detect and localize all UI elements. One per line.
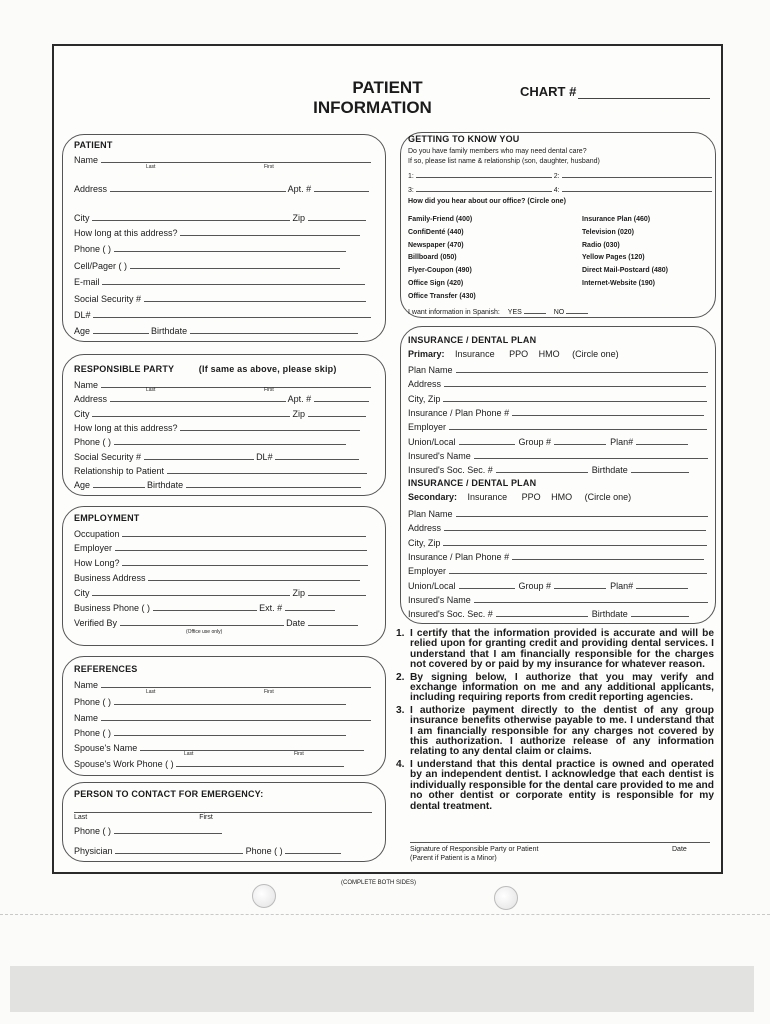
patient-city-row: [74, 211, 366, 224]
resp-howlong-label: How long at this address?: [74, 423, 178, 433]
patient-zip-field[interactable]: [308, 211, 366, 221]
patient-howlong-field[interactable]: [180, 226, 360, 236]
gtky-n1: 1:: [408, 173, 414, 180]
ref-first-caption: First: [264, 689, 274, 695]
gtky-n2: 2:: [553, 173, 560, 180]
statement-1-text: I certify that the information provided is accurate and will be relied upon for granting credit and providing dental services. I understand that I am financially responsible for the charges not covered by or paid by my insurance for whatever reason.: [410, 628, 714, 671]
primary-ins-label-4-1: Insurance / Plan Phone #: [408, 407, 510, 418]
resp-phone-field[interactable]: [114, 435, 346, 445]
primary-ins-label-6-3: Plan#: [610, 436, 634, 447]
complete-both-sides: (COMPLETE BOTH SIDES): [341, 880, 417, 886]
patient-phone-label: Phone ( ): [74, 244, 112, 254]
emp-employer-label: Employer: [74, 543, 113, 553]
office-use-caption: (Office use only): [186, 629, 223, 635]
source-left-option-6[interactable]: Office Sign (420): [408, 280, 464, 287]
ref-phone-field[interactable]: [114, 695, 346, 705]
secondary-ins-field-6-1[interactable]: [459, 579, 515, 589]
secondary-ins-field-4-1[interactable]: [512, 550, 704, 560]
secondary-ppo-option[interactable]: PPO: [521, 492, 541, 502]
emp-bizaddr-row: [74, 571, 360, 584]
gtky-family1-field[interactable]: [416, 170, 552, 178]
gtky-family2-field[interactable]: [562, 170, 712, 178]
resp-zip-label: Zip: [292, 409, 306, 419]
patient-ssn-field[interactable]: [144, 292, 366, 302]
emp-bizaddr-field[interactable]: [148, 571, 360, 581]
patient-age-label: Age: [74, 326, 91, 336]
gtky-family4-field[interactable]: [562, 184, 712, 192]
statement-4: [396, 760, 714, 812]
responsible-heading-text: RESPONSIBLE PARTY: [74, 364, 175, 374]
emp-ext-label: Ext. #: [259, 603, 283, 613]
emp-zip-field[interactable]: [308, 586, 366, 596]
ref-name2-field[interactable]: [101, 711, 371, 721]
resp-city-field[interactable]: [92, 407, 290, 417]
statement-3-number: 3.: [396, 704, 405, 716]
secondary-ins-field-3-1[interactable]: [443, 536, 707, 546]
secondary-ins-field-1-1[interactable]: [456, 507, 708, 517]
references-heading: REFERENCES: [74, 664, 138, 674]
ref-spouse-first-caption: First: [294, 751, 304, 757]
emg-physician-row: [74, 844, 341, 857]
patient-age-row: [74, 324, 358, 337]
resp-city-label: City: [74, 409, 90, 419]
primary-ins-field-6-3[interactable]: [636, 435, 688, 445]
emp-occupation-label: Occupation: [74, 529, 120, 539]
statement-2: [396, 673, 714, 704]
primary-insurance-option[interactable]: Insurance: [455, 349, 495, 359]
ref-phone-label: Phone ( ): [74, 697, 112, 707]
patient-dl-label: DL#: [74, 310, 91, 320]
secondary-ins-field-6-3[interactable]: [636, 579, 688, 589]
secondary-insurance-option[interactable]: Insurance: [467, 492, 508, 502]
signature-note: (Parent if Patient is a Minor): [410, 855, 497, 862]
ref-spousephone-label: Spouse's Work Phone ( ): [74, 759, 174, 769]
resp-phone-row: [74, 435, 346, 448]
patient-city-label: City: [74, 213, 90, 223]
source-right-option-1[interactable]: Insurance Plan (460): [582, 216, 651, 223]
primary-circle-note: (Circle one): [572, 349, 619, 359]
primary-ins-field-8-1[interactable]: [496, 463, 588, 473]
statement-2-number: 2.: [396, 671, 405, 683]
primary-ins-field-6-2[interactable]: [554, 435, 606, 445]
resp-howlong-row: [74, 421, 360, 434]
patient-howlong-row: [74, 226, 360, 239]
primary-ins-label-5-1: Employer: [408, 422, 447, 433]
patient-address-row: [74, 182, 369, 195]
resp-relationship-row: [74, 464, 367, 477]
resp-ssn-label: Social Security #: [74, 452, 142, 462]
secondary-ins-row-6: [408, 579, 688, 592]
emg-physphone-field[interactable]: [285, 844, 341, 854]
gtky-n3: 3:: [408, 187, 414, 194]
gtky-q2: How did you hear about our office? (Circle one): [408, 198, 566, 205]
authorization-statements: [396, 629, 714, 814]
secondary-ins-row-8: [408, 607, 689, 620]
emp-city-label: City: [74, 588, 90, 598]
emp-city-row: [74, 586, 366, 599]
primary-ppo-option[interactable]: PPO: [509, 349, 529, 359]
statement-3: [396, 706, 714, 758]
patient-howlong-label: How long at this address?: [74, 228, 178, 238]
secondary-ins-label-6-1: Union/Local: [408, 580, 456, 591]
gtky-q1-note: If so, please list name & relationship (son, daughter, husband): [408, 158, 600, 165]
source-left-option-2[interactable]: ConfiDenté (440): [408, 228, 464, 236]
primary-ins-label-1-1: Plan Name: [408, 365, 453, 375]
patient-last-caption: Last: [146, 164, 156, 170]
secondary-ins-row-5: [408, 564, 707, 577]
primary-ins-field-8-2[interactable]: [631, 463, 689, 473]
statement-2-text: By signing below, I authorize that you may verify and exchange information on me and any additional applicants, including requiring reports from credit reporting agencies.: [410, 671, 714, 704]
emp-date-field[interactable]: [308, 616, 358, 626]
spanish-no-field[interactable]: [566, 306, 588, 314]
primary-ins-field-3-1[interactable]: [443, 392, 707, 402]
statement-4-text: I understand that this dental practice is owned and operated by an independent dentist. I acknowledge that each dentist is individually responsible for the dental care provided to me and no other dentist or corporate entity is responsible for my dental treatment.: [410, 758, 714, 812]
secondary-ins-field-5-1[interactable]: [449, 564, 707, 574]
secondary-hmo-option[interactable]: HMO: [551, 492, 573, 502]
secondary-ins-field-7-1[interactable]: [474, 593, 708, 603]
primary-ins-label-8-2: Birthdate: [591, 465, 628, 476]
emg-phone-field[interactable]: [114, 824, 222, 834]
patient-heading: PATIENT: [74, 140, 113, 150]
primary-hmo-option[interactable]: HMO: [538, 349, 560, 359]
resp-address-label: Address: [74, 394, 108, 404]
ref-name-label: Name: [74, 680, 99, 690]
primary-ins-label-6-1: Union/Local: [408, 436, 456, 447]
resp-age-field[interactable]: [93, 478, 145, 488]
statement-3-text: I authorize payment directly to the dentist of any group insurance benefits otherwise payable to me. I understand that I am financially responsible for any charges not covered by this authorization. I authorize release of any information relating to any dental claim or claims.: [410, 704, 714, 758]
secondary-ins-label-1-1: Plan Name: [408, 509, 453, 519]
source-left-option-5[interactable]: Flyer-Coupon (490): [408, 267, 472, 275]
ref-name-row: [74, 678, 371, 691]
employment-heading: EMPLOYMENT: [74, 513, 140, 523]
primary-ins-row-2: [408, 377, 706, 390]
resp-relationship-field[interactable]: [167, 464, 367, 474]
resp-ssn-field[interactable]: [144, 450, 254, 460]
secondary-label: Secondary:: [408, 492, 458, 502]
patient-cell-label: Cell/Pager ( ): [74, 261, 128, 271]
chart-number-field[interactable]: [520, 84, 710, 99]
primary-ins-label-3-1: City, Zip: [408, 393, 441, 404]
emp-howlong-row: [74, 556, 368, 569]
ref-name2-row: [74, 711, 371, 724]
emg-physician-field[interactable]: [115, 844, 243, 854]
ref-spousephone-row: [74, 757, 344, 770]
emp-bizaddr-label: Business Address: [74, 573, 146, 583]
emp-ext-field[interactable]: [285, 601, 335, 611]
source-right-option-3[interactable]: Radio (030): [582, 241, 620, 249]
source-right-option-6[interactable]: Internet-Website (190): [582, 280, 655, 287]
emp-occupation-row: [74, 527, 366, 540]
patient-email-label: E-mail: [74, 277, 100, 287]
emp-bizphone-label: Business Phone ( ): [74, 603, 151, 613]
gtky-family-row1: [408, 170, 712, 182]
primary-ins-field-5-1[interactable]: [449, 420, 707, 430]
patient-email-field[interactable]: [102, 275, 365, 285]
primary-ins-label-7-1: Insured's Name: [408, 450, 471, 461]
resp-apt-label: Apt. #: [287, 394, 312, 404]
patient-phone-row: [74, 242, 346, 255]
primary-label: Primary:: [408, 349, 445, 359]
gtky-spanish-row: [408, 306, 588, 318]
primary-ins-field-6-1[interactable]: [459, 435, 515, 445]
patient-ssn-label: Social Security #: [74, 294, 142, 304]
emp-date-label: Date: [286, 618, 306, 628]
resp-phone-label: Phone ( ): [74, 437, 112, 447]
emg-physphone-label: Phone ( ): [245, 846, 283, 856]
resp-name-field[interactable]: [101, 378, 371, 388]
primary-ins-row-7: [408, 449, 708, 462]
ref-phone2-label: Phone ( ): [74, 728, 112, 738]
secondary-ins-field-8-2[interactable]: [631, 607, 689, 617]
patient-apt-label: Apt. #: [287, 184, 312, 194]
secondary-ins-row-7: [408, 593, 708, 606]
gtky-q1: Do you have family members who may need dental care?: [408, 148, 587, 155]
resp-first-caption: First: [264, 387, 274, 393]
insurance-heading-secondary: INSURANCE / DENTAL PLAN: [408, 478, 537, 488]
resp-relationship-label: Relationship to Patient: [74, 466, 165, 476]
resp-last-caption: Last: [146, 387, 156, 393]
patient-name-row: [74, 153, 371, 166]
resp-age-label: Age: [74, 480, 91, 490]
resp-birthdate-label: Birthdate: [147, 480, 184, 490]
resp-dl-field[interactable]: [275, 450, 359, 460]
emp-verified-row: [74, 616, 358, 629]
chart-number-line[interactable]: [578, 86, 710, 99]
title-line2: INFORMATION: [313, 98, 432, 117]
primary-ins-label-8-1: Insured's Soc. Sec. #: [408, 465, 493, 476]
binder-hole-right: [494, 886, 518, 910]
resp-zip-field[interactable]: [308, 407, 366, 417]
patient-phone-field[interactable]: [114, 242, 346, 252]
ref-phone2-field[interactable]: [114, 726, 346, 736]
emp-verified-field[interactable]: [120, 616, 284, 626]
resp-howlong-field[interactable]: [180, 421, 360, 431]
secondary-ins-label-5-1: Employer: [408, 566, 447, 577]
ref-name-field[interactable]: [101, 678, 371, 688]
primary-ins-label-2-1: Address: [408, 379, 442, 390]
statement-4-number: 4.: [396, 758, 405, 770]
emp-employer-row: [74, 541, 367, 554]
ref-spousephone-field[interactable]: [176, 757, 344, 767]
emp-city-field[interactable]: [92, 586, 290, 596]
primary-ins-row-5: [408, 420, 707, 433]
ref-phone2-row: [74, 726, 346, 739]
gtky-n4: 4:: [553, 187, 560, 194]
patient-city-field[interactable]: [92, 211, 290, 221]
emp-howlong-label: How Long?: [74, 558, 120, 568]
spanish-label: I want information in Spanish:: [408, 309, 500, 316]
source-left-option-7[interactable]: Office Transfer (430): [408, 292, 476, 300]
patient-cell-field[interactable]: [130, 259, 340, 269]
statement-1-number: 1.: [396, 628, 405, 639]
emg-physician-label: Physician: [74, 846, 113, 856]
statement-1: [396, 629, 714, 671]
patient-address-field[interactable]: [110, 182, 286, 192]
source-right-option-5[interactable]: Direct Mail-Postcard (480): [582, 267, 668, 275]
primary-ins-row-4: [408, 406, 704, 419]
emp-verified-label: Verified By: [74, 618, 118, 628]
patient-address-label: Address: [74, 184, 108, 194]
emg-phone-label: Phone ( ): [74, 826, 112, 836]
secondary-ins-label-3-1: City, Zip: [408, 537, 441, 548]
resp-dl-label: DL#: [256, 452, 273, 462]
secondary-ins-label-8-2: Birthdate: [591, 609, 628, 620]
patient-birthdate-label: Birthdate: [151, 326, 188, 336]
gtky-family-row2: [408, 184, 712, 196]
source-right-option-4[interactable]: Yellow Pages (120): [582, 254, 645, 262]
ref-last-caption: Last: [146, 689, 156, 695]
patient-name-field[interactable]: [101, 153, 371, 163]
primary-ins-field-2-1[interactable]: [444, 377, 706, 387]
source-right-option-2[interactable]: Television (020): [582, 228, 635, 236]
resp-apt-field[interactable]: [314, 392, 369, 402]
resp-ssn-row: [74, 450, 359, 463]
ref-spouse-row: [74, 741, 364, 754]
resp-address-row: [74, 392, 369, 405]
gtky-family3-field[interactable]: [416, 184, 552, 192]
patient-dl-row: [74, 308, 371, 321]
source-left-option-3[interactable]: Newspaper (470): [408, 241, 464, 249]
resp-birthdate-field[interactable]: [186, 478, 361, 488]
primary-ins-field-1-1[interactable]: [456, 363, 708, 373]
primary-ins-row-8: [408, 463, 689, 476]
perforation-line: [0, 914, 770, 915]
responsible-note: (If same as above, please skip): [198, 364, 337, 374]
ref-name2-label: Name: [74, 713, 99, 723]
secondary-ins-label-2-1: Address: [408, 523, 442, 534]
bottom-shadow-strip: [10, 966, 754, 1012]
ref-spouse-label: Spouse's Name: [74, 743, 138, 753]
secondary-ins-label-6-2: Group #: [518, 580, 552, 591]
secondary-ins-field-8-1[interactable]: [496, 607, 588, 617]
emp-occupation-field[interactable]: [122, 527, 366, 537]
secondary-ins-field-6-2[interactable]: [554, 579, 606, 589]
chart-label: CHART #: [520, 84, 577, 99]
patient-apt-field[interactable]: [314, 182, 369, 192]
secondary-ins-row-2: [408, 521, 706, 534]
patient-dl-field[interactable]: [93, 308, 371, 318]
gtky-heading: GETTING TO KNOW YOU: [408, 134, 520, 144]
secondary-ins-label-7-1: Insured's Name: [408, 594, 471, 605]
emg-captions: [74, 812, 213, 823]
responsible-heading: [74, 364, 337, 374]
patient-birthdate-field[interactable]: [190, 324, 358, 334]
emg-first-caption: First: [199, 814, 213, 821]
secondary-ins-field-2-1[interactable]: [444, 521, 706, 531]
patient-name-label: Name: [74, 155, 99, 165]
signature-date-label: Date: [672, 846, 687, 853]
emg-last-caption: Last: [74, 814, 88, 821]
emp-zip-label: Zip: [292, 588, 306, 598]
patient-first-caption: First: [264, 164, 274, 170]
binder-hole-left: [252, 884, 276, 908]
secondary-ins-row-4: [408, 550, 704, 563]
resp-address-field[interactable]: [110, 392, 286, 402]
emergency-heading: PERSON TO CONTACT FOR EMERGENCY:: [74, 789, 264, 799]
signature-line[interactable]: [410, 842, 710, 843]
primary-ins-field-4-1[interactable]: [512, 406, 704, 416]
resp-city-row: [74, 407, 366, 420]
patient-ssn-row: [74, 292, 366, 305]
secondary-ins-label-8-1: Insured's Soc. Sec. #: [408, 609, 493, 620]
spanish-no-label: NO: [553, 309, 565, 316]
emp-bizphone-field[interactable]: [153, 601, 257, 611]
patient-age-field[interactable]: [93, 324, 149, 334]
secondary-ins-label-6-3: Plan#: [610, 580, 634, 591]
resp-age-row: [74, 478, 361, 491]
title-line1: PATIENT: [352, 78, 423, 97]
secondary-ins-row-3: [408, 536, 707, 549]
secondary-circle-note: (Circle one): [584, 492, 632, 502]
secondary-ins-label-4-1: Insurance / Plan Phone #: [408, 551, 510, 562]
secondary-ins-row-1: [408, 507, 708, 520]
emp-bizphone-row: [74, 601, 335, 614]
patient-cell-row: [74, 259, 340, 272]
emp-employer-field[interactable]: [115, 541, 367, 551]
secondary-type-row: [408, 492, 631, 503]
ref-phone-row: [74, 695, 346, 708]
primary-ins-field-7-1[interactable]: [474, 449, 708, 459]
source-left-option-4[interactable]: Billboard (050): [408, 254, 457, 262]
primary-ins-row-3: [408, 392, 707, 405]
resp-name-label: Name: [74, 380, 99, 390]
spanish-yes-field[interactable]: [524, 306, 546, 314]
form-sheet: [52, 44, 723, 874]
primary-ins-row-6: [408, 435, 688, 448]
primary-type-row: [408, 349, 619, 360]
emp-howlong-field[interactable]: [122, 556, 368, 566]
resp-name-row: [74, 378, 371, 391]
signature-label: Signature of Responsible Party or Patient: [410, 846, 539, 853]
primary-ins-row-1: [408, 363, 708, 376]
insurance-heading-primary: INSURANCE / DENTAL PLAN: [408, 335, 537, 345]
primary-ins-label-6-2: Group #: [518, 436, 552, 447]
patient-zip-label: Zip: [292, 213, 306, 223]
ref-spouse-last-caption: Last: [184, 751, 194, 757]
source-left-option-1[interactable]: Family-Friend (400): [408, 216, 473, 223]
patient-email-row: [74, 275, 365, 288]
ref-spouse-field[interactable]: [140, 741, 364, 751]
emg-phone-row: [74, 824, 222, 837]
spanish-yes-label: YES: [507, 309, 522, 316]
